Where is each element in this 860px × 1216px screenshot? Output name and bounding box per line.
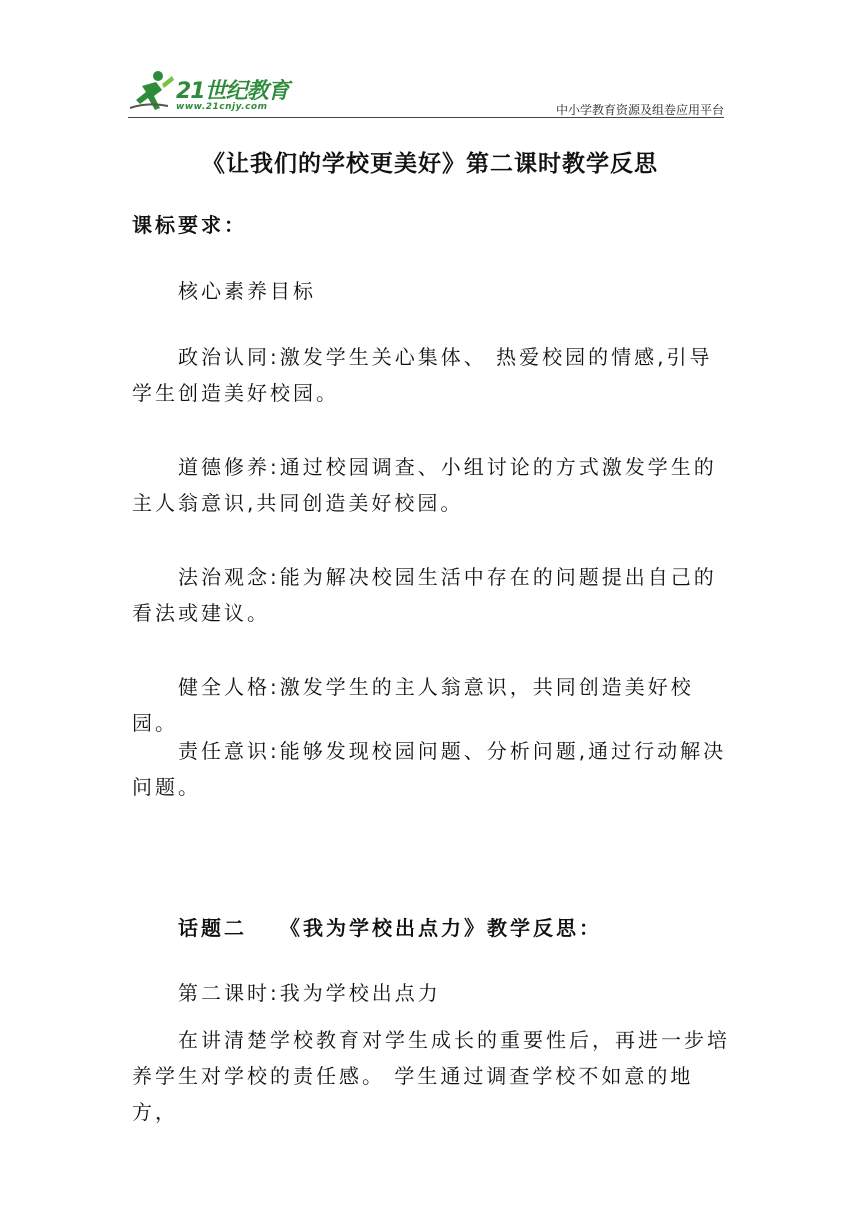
section-heading-standards: 课标要求：	[132, 213, 247, 237]
section-heading-topic2: 话题二 《我为学校出点力》教学反思：	[178, 916, 602, 940]
objective-political: 政治认同:激发学生关心集体、 热爱校园的情感,引导学生创造美好校园。	[132, 345, 713, 405]
logo-text: 21世纪教育	[176, 79, 289, 104]
runner-logo-icon	[128, 68, 176, 114]
logo	[128, 68, 298, 114]
platform-tagline: 中小学教育资源及组卷应用平台	[555, 103, 724, 117]
reflection-paragraph: 在讲清楚学校教育对学生成长的重要性后，再进一步培养学生对学校的责任感。 学生通过调查学校不如意的地方，	[132, 1028, 730, 1124]
objective-moral: 道德修养:通过校园调查、小组讨论的方式激发学生的主人翁意识,共同创造美好校园。	[132, 455, 717, 515]
document-title: 《让我们的学校更美好》第二课时教学反思	[202, 151, 658, 177]
lesson-title: 第二课时:我为学校出点力	[178, 981, 441, 1005]
header-divider	[128, 117, 724, 118]
objective-law: 法治观念:能为解决校园生活中存在的问题提出自己的看法或建议。	[132, 565, 717, 625]
objective-responsibility: 责任意识:能够发现校园问题、分析问题,通过行动解决问题。	[132, 739, 727, 799]
core-literacy-subheading: 核心素养目标	[178, 279, 316, 303]
objective-personality: 健全人格:激发学生的主人翁意识，共同创造美好校园。	[132, 675, 694, 735]
logo-url: www.21cnjy.com	[176, 102, 268, 112]
page-header	[128, 64, 724, 120]
